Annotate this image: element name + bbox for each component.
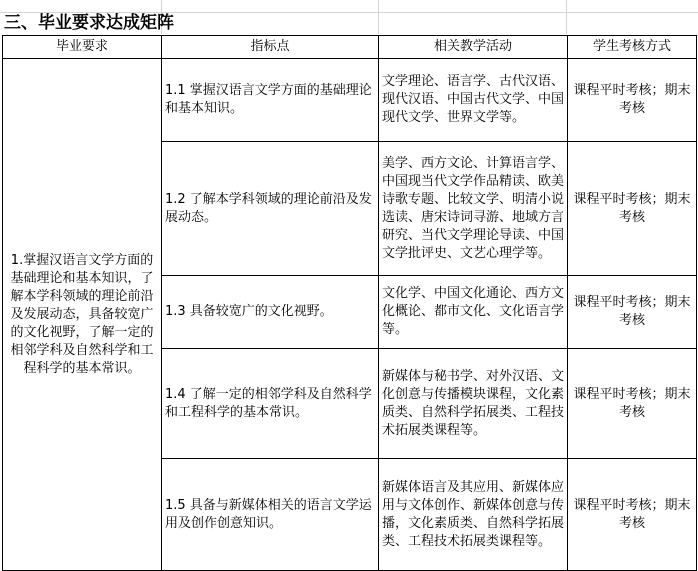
- assessment-cell[interactable]: 课程平时考核；期末考核: [568, 142, 697, 276]
- header-assessment[interactable]: 学生考核方式: [568, 36, 697, 59]
- indicator-cell[interactable]: 1.4 了解一定的相邻学科及自然科学和工程科学的基本常识。: [162, 349, 379, 459]
- activities-cell[interactable]: 新媒体与秘书学、对外汉语、文化创意与传播模块课程，文化素质类、自然科学拓展类、工程技术拓展类课程等。: [379, 349, 568, 459]
- activities-cell[interactable]: 文学理论、语言学、古代汉语、现代汉语、中国古代文学、中国现代文学、世界文学等。: [379, 59, 568, 142]
- assessment-cell[interactable]: 课程平时考核；期末考核: [568, 276, 697, 349]
- indicator-cell[interactable]: 1.5 具备与新媒体相关的语言文学运用及创作创意知识。: [162, 459, 379, 571]
- assessment-cell[interactable]: 课程平时考核；期末考核: [568, 349, 697, 459]
- section-title: 三、毕业要求达成矩阵: [4, 13, 174, 33]
- indicator-cell[interactable]: 1.2 了解本学科领域的理论前沿及发展动态。: [162, 142, 379, 276]
- indicator-cell[interactable]: 1.1 掌握汉语言文学方面的基础理论和基本知识。: [162, 59, 379, 142]
- header-row: [3, 36, 697, 59]
- sheet-gridline: [566, 0, 567, 34]
- assessment-cell[interactable]: 课程平时考核；期末考核: [568, 59, 697, 142]
- header-requirement[interactable]: 毕业要求: [3, 36, 162, 59]
- table-row: [3, 59, 697, 142]
- assessment-cell[interactable]: 课程平时考核；期末考核: [568, 459, 697, 571]
- sheet-gridline: [378, 0, 379, 34]
- requirement-cell[interactable]: 1.掌握汉语言文学方面的基础理论和基本知识，了解本学科领域的理论前沿及发展动态，具备较宽广的文化视野，了解一定的相邻学科及自然科学和工程科学的基本常识。: [3, 59, 162, 571]
- activities-cell[interactable]: 美学、西方文论、计算语言学、中国现当代文学作品精读、欧美诗歌专题、比较文学、明清小说选读、唐宋诗词寻游、地域方言研究、当代文学理论导读、中国文学批评史、文艺心理学等。: [379, 142, 568, 276]
- indicator-cell[interactable]: 1.3 具备较宽广的文化视野。: [162, 276, 379, 349]
- activities-cell[interactable]: 新媒体语言及其应用、新媒体应用与文体创作、新媒体创意与传播，文化素质类、自然科学拓展类、工程技术拓展类课程等。: [379, 459, 568, 571]
- header-indicator[interactable]: 指标点: [162, 36, 379, 59]
- header-activities[interactable]: 相关教学活动: [379, 36, 568, 59]
- graduation-requirement-matrix: [2, 35, 697, 571]
- activities-cell[interactable]: 文化学、中国文化通论、西方文化概论、都市文化、文化语言学等。: [379, 276, 568, 349]
